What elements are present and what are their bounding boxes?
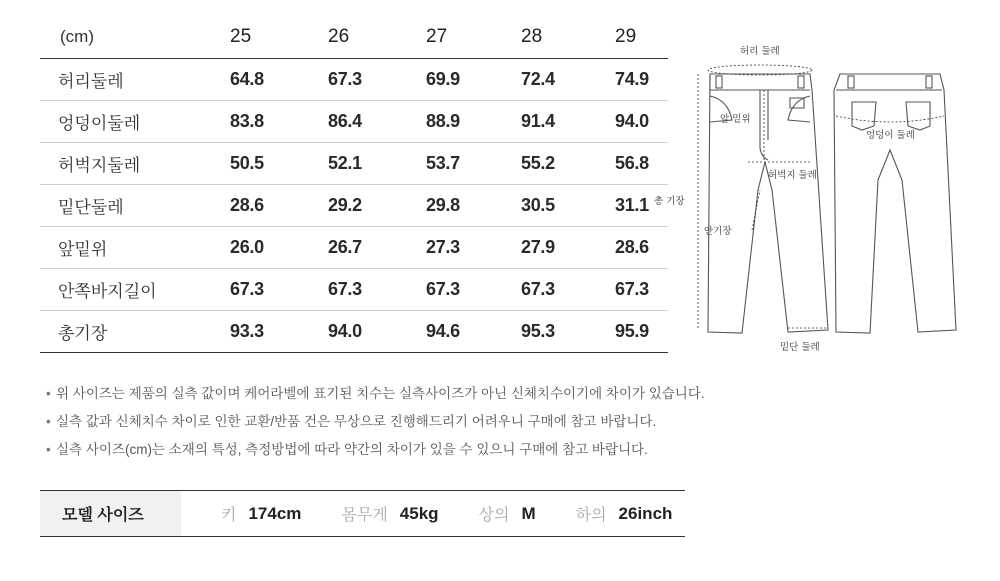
size-value-cell: 64.8 <box>230 69 264 89</box>
size-row <box>40 311 668 353</box>
size-header: 29 <box>615 26 637 47</box>
unit-label: (cm) <box>60 27 94 46</box>
row-label: 안쪽바지길이 <box>58 282 157 301</box>
size-header: 28 <box>521 26 543 47</box>
size-value-cell: 55.2 <box>521 153 555 173</box>
diagram-label-front-rise: 앞 밑위 <box>720 114 751 125</box>
model-weight-value: 45kg <box>399 503 439 523</box>
diagram-label-thigh: 허벅지 둘레 <box>768 170 817 181</box>
row-label: 허리둘레 <box>58 72 124 91</box>
size-row <box>40 143 668 185</box>
model-bottom-value: 26inch <box>618 503 673 523</box>
size-value-cell: 67.3 <box>328 279 362 299</box>
bullet-icon: • <box>46 386 51 401</box>
row-label: 총기장 <box>58 324 108 343</box>
size-value-cell: 67.3 <box>328 69 362 89</box>
size-row <box>40 269 668 311</box>
size-table <box>40 16 668 353</box>
note-item: • 실측 사이즈(cm)는 소재의 특성, 측정방법에 따라 약간의 차이가 있을 수 있으니 구매에 참고 바랍니다. <box>46 440 705 468</box>
diagram-label-waist: 허리 둘레 <box>740 46 780 57</box>
size-value-cell: 50.5 <box>230 153 264 173</box>
model-height-label: 키 <box>221 507 237 524</box>
bullet-icon: • <box>46 442 51 457</box>
model-size-title: 모델 사이즈 <box>40 491 181 536</box>
size-value-cell: 31.1 <box>615 195 649 215</box>
row-label: 밑단둘레 <box>58 198 124 217</box>
model-height-value: 174cm <box>248 503 302 523</box>
note-item: • 실측 값과 신체치수 차이로 인한 교환/반품 건은 무상으로 진행해드리기 어려우니 구매에 참고 바랍니다. <box>46 412 705 440</box>
size-value-cell: 94.6 <box>426 321 460 341</box>
size-value-cell: 27.3 <box>426 237 460 257</box>
size-value-cell: 56.8 <box>615 153 649 173</box>
size-value-cell: 91.4 <box>521 111 555 131</box>
size-value-cell: 93.3 <box>230 321 264 341</box>
size-value-cell: 26.7 <box>328 237 362 257</box>
diagram-label-inseam: 안기장 <box>704 226 732 237</box>
size-value-cell: 29.2 <box>328 195 362 215</box>
model-top <box>479 502 536 525</box>
size-row <box>40 101 668 143</box>
model-weight-label: 몸무게 <box>341 507 388 524</box>
model-height <box>221 502 301 525</box>
row-label: 엉덩이둘레 <box>58 114 141 133</box>
size-value-cell: 95.9 <box>615 321 649 341</box>
model-top-value: M <box>521 503 536 523</box>
size-value-cell: 94.0 <box>615 111 649 131</box>
model-top-label: 상의 <box>478 507 510 524</box>
size-value-cell: 27.9 <box>521 237 555 257</box>
model-size-bar <box>40 490 685 537</box>
bullet-icon: • <box>46 414 51 429</box>
diagram-label-hem: 밑단 둘레 <box>780 342 820 353</box>
pants-measurement-diagram <box>640 30 980 360</box>
size-value-cell: 67.3 <box>230 279 264 299</box>
size-value-cell: 28.6 <box>615 237 649 257</box>
size-header: 27 <box>426 26 448 47</box>
size-value-cell: 83.8 <box>230 111 264 131</box>
model-bottom <box>576 502 673 525</box>
size-value-cell: 74.9 <box>615 69 649 89</box>
size-row <box>40 227 668 269</box>
size-value-cell: 67.3 <box>426 279 460 299</box>
size-value-cell: 28.6 <box>230 195 264 215</box>
size-value-cell: 30.5 <box>521 195 555 215</box>
size-header-row <box>40 16 668 59</box>
row-label: 앞밑위 <box>58 240 108 259</box>
note-item: • 위 사이즈는 제품의 실측 값이며 케어라벨에 표기된 치수는 실측사이즈가 아닌 신체치수이기에 차이가 있습니다. <box>46 384 705 412</box>
size-value-cell: 86.4 <box>328 111 362 131</box>
diagram-label-hip: 엉덩이 둘레 <box>866 130 915 141</box>
size-row <box>40 59 668 101</box>
size-value-cell: 67.3 <box>615 279 649 299</box>
size-value-cell: 67.3 <box>521 279 555 299</box>
size-value-cell: 29.8 <box>426 195 460 215</box>
size-value-cell: 69.9 <box>426 69 460 89</box>
size-value-cell: 52.1 <box>328 153 362 173</box>
model-weight <box>341 502 438 525</box>
size-value-cell: 95.3 <box>521 321 555 341</box>
size-value-cell: 88.9 <box>426 111 460 131</box>
size-header: 25 <box>230 26 252 47</box>
diagram-label-total-length: 총 기장 <box>654 196 685 207</box>
size-value-cell: 72.4 <box>521 69 555 89</box>
model-bottom-label: 하의 <box>575 507 607 524</box>
size-row <box>40 185 668 227</box>
size-value-cell: 26.0 <box>230 237 264 257</box>
notes-list <box>46 384 705 468</box>
row-label: 허벅지둘레 <box>58 156 141 175</box>
size-value-cell: 94.0 <box>328 321 362 341</box>
size-header: 26 <box>328 26 350 47</box>
size-value-cell: 53.7 <box>426 153 460 173</box>
